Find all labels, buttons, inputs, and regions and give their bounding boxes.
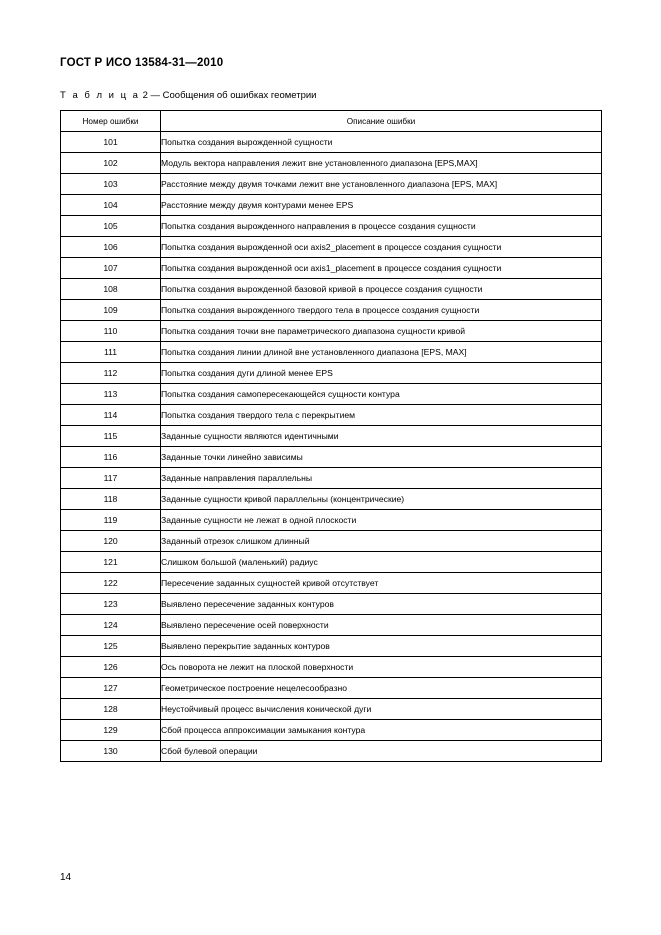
error-description-cell: Сбой булевой операции bbox=[161, 741, 602, 762]
table-row bbox=[61, 552, 602, 573]
error-number-cell: 123 bbox=[61, 594, 161, 615]
error-description-cell: Заданные сущности являются идентичными bbox=[161, 426, 602, 447]
table-row bbox=[61, 531, 602, 552]
error-number-cell: 119 bbox=[61, 510, 161, 531]
error-description-cell: Попытка создания дуги длиной менее EPS bbox=[161, 363, 602, 384]
table-row bbox=[61, 636, 602, 657]
standard-header: ГОСТ Р ИСО 13584-31—2010 bbox=[60, 57, 224, 69]
error-description-cell: Попытка создания вырожденной базовой кривой в процессе создания сущности bbox=[161, 279, 602, 300]
error-description-cell: Модуль вектора направления лежит вне установленного диапазона [EPS,MAX] bbox=[161, 153, 602, 174]
error-number-cell: 103 bbox=[61, 174, 161, 195]
error-number-cell: 127 bbox=[61, 678, 161, 699]
table-row bbox=[61, 153, 602, 174]
table-row bbox=[61, 195, 602, 216]
error-number-cell: 110 bbox=[61, 321, 161, 342]
error-description-cell: Выявлено перекрытие заданных контуров bbox=[161, 636, 602, 657]
error-description-cell: Расстояние между двумя контурами менее EPS bbox=[161, 195, 602, 216]
table-caption-text: 2 — Сообщения об ошибках геометрии bbox=[142, 90, 317, 101]
table-row bbox=[61, 426, 602, 447]
table-header-row bbox=[61, 111, 602, 132]
error-description-cell: Ось поворота не лежит на плоской поверхности bbox=[161, 657, 602, 678]
error-description-cell: Заданные направления параллельны bbox=[161, 468, 602, 489]
error-description-cell: Расстояние между двумя точками лежит вне установленного диапазона [EPS, MAX] bbox=[161, 174, 602, 195]
table-row bbox=[61, 384, 602, 405]
error-description-cell: Заданные точки линейно зависимы bbox=[161, 447, 602, 468]
error-number-cell: 106 bbox=[61, 237, 161, 258]
error-description-cell: Попытка создания вырожденной оси axis2_placement в процессе создания сущности bbox=[161, 237, 602, 258]
error-number-cell: 118 bbox=[61, 489, 161, 510]
column-header-error-number: Номер ошибки bbox=[61, 111, 161, 132]
error-number-cell: 122 bbox=[61, 573, 161, 594]
error-description-cell: Попытка создания вырожденного направления в процессе создания сущности bbox=[161, 216, 602, 237]
error-description-cell: Слишком большой (маленький) радиус bbox=[161, 552, 602, 573]
table-row bbox=[61, 216, 602, 237]
error-description-cell: Заданные сущности кривой параллельны (концентрические) bbox=[161, 489, 602, 510]
error-description-cell: Попытка создания самопересекающейся сущности контура bbox=[161, 384, 602, 405]
table-row bbox=[61, 573, 602, 594]
error-number-cell: 108 bbox=[61, 279, 161, 300]
error-number-cell: 102 bbox=[61, 153, 161, 174]
table-row bbox=[61, 363, 602, 384]
table-row bbox=[61, 615, 602, 636]
table-row bbox=[61, 279, 602, 300]
error-description-cell: Геометрическое построение нецелесообразно bbox=[161, 678, 602, 699]
error-number-cell: 121 bbox=[61, 552, 161, 573]
table-row bbox=[61, 489, 602, 510]
page-number: 14 bbox=[60, 872, 72, 883]
error-description-cell: Выявлено пересечение заданных контуров bbox=[161, 594, 602, 615]
table-row bbox=[61, 720, 602, 741]
error-number-cell: 120 bbox=[61, 531, 161, 552]
error-description-cell: Заданные сущности не лежат в одной плоскости bbox=[161, 510, 602, 531]
error-description-cell: Попытка создания вырожденной оси axis1_placement в процессе создания сущности bbox=[161, 258, 602, 279]
error-number-cell: 116 bbox=[61, 447, 161, 468]
error-description-cell: Попытка создания вырожденной сущности bbox=[161, 132, 602, 153]
error-number-cell: 128 bbox=[61, 699, 161, 720]
table-caption-label: Т а б л и ц а bbox=[60, 90, 140, 101]
error-description-cell: Выявлено пересечение осей поверхности bbox=[161, 615, 602, 636]
error-description-cell: Сбой процесса аппроксимации замыкания контура bbox=[161, 720, 602, 741]
error-description-cell: Попытка создания твердого тела с перекрытием bbox=[161, 405, 602, 426]
table-row bbox=[61, 510, 602, 531]
table-row bbox=[61, 300, 602, 321]
table-row bbox=[61, 699, 602, 720]
table-row bbox=[61, 741, 602, 762]
table-caption bbox=[60, 90, 316, 101]
column-header-error-description: Описание ошибки bbox=[161, 111, 602, 132]
error-number-cell: 105 bbox=[61, 216, 161, 237]
table-row bbox=[61, 132, 602, 153]
table-row bbox=[61, 678, 602, 699]
error-description-cell: Пересечение заданных сущностей кривой отсутствует bbox=[161, 573, 602, 594]
error-number-cell: 125 bbox=[61, 636, 161, 657]
table-row bbox=[61, 447, 602, 468]
table-row bbox=[61, 405, 602, 426]
error-description-cell: Попытка создания точки вне параметрического диапазона сущности кривой bbox=[161, 321, 602, 342]
error-number-cell: 129 bbox=[61, 720, 161, 741]
table-row bbox=[61, 342, 602, 363]
error-number-cell: 111 bbox=[61, 342, 161, 363]
error-number-cell: 115 bbox=[61, 426, 161, 447]
error-number-cell: 126 bbox=[61, 657, 161, 678]
table-row bbox=[61, 237, 602, 258]
error-number-cell: 130 bbox=[61, 741, 161, 762]
error-number-cell: 107 bbox=[61, 258, 161, 279]
error-number-cell: 109 bbox=[61, 300, 161, 321]
error-number-cell: 124 bbox=[61, 615, 161, 636]
error-number-cell: 114 bbox=[61, 405, 161, 426]
error-number-cell: 112 bbox=[61, 363, 161, 384]
table-row bbox=[61, 657, 602, 678]
error-number-cell: 101 bbox=[61, 132, 161, 153]
table-row bbox=[61, 321, 602, 342]
table-row bbox=[61, 594, 602, 615]
error-number-cell: 117 bbox=[61, 468, 161, 489]
error-number-cell: 113 bbox=[61, 384, 161, 405]
error-description-cell: Заданный отрезок слишком длинный bbox=[161, 531, 602, 552]
error-description-cell: Неустойчивый процесс вычисления конической дуги bbox=[161, 699, 602, 720]
table-row bbox=[61, 468, 602, 489]
error-number-cell: 104 bbox=[61, 195, 161, 216]
table-row bbox=[61, 258, 602, 279]
table-row bbox=[61, 174, 602, 195]
error-description-cell: Попытка создания линии длиной вне установленного диапазона [EPS, MAX] bbox=[161, 342, 602, 363]
error-description-cell: Попытка создания вырожденного твердого тела в процессе создания сущности bbox=[161, 300, 602, 321]
error-messages-table bbox=[60, 110, 602, 762]
